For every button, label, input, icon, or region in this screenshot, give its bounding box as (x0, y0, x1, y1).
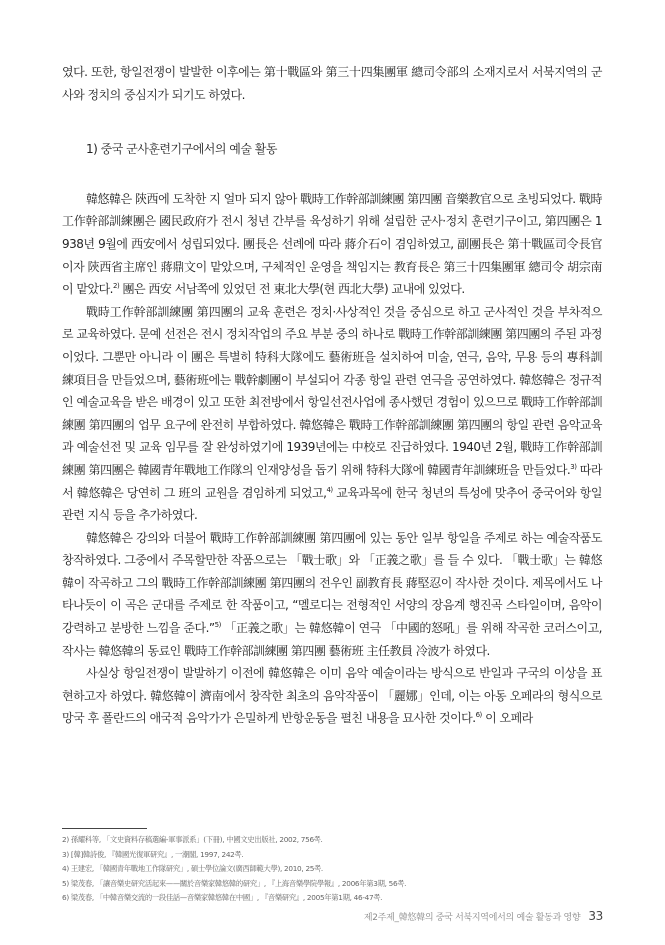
footnote-ref-2[interactable]: 2) (113, 282, 120, 291)
section-heading (86, 138, 602, 161)
paragraph-text: 韓悠韓은 강의와 더불어 戰時工作幹部訓練團 第四團에 있는 동안 일부 항일을 주제로 하는 예술작품도 창작하였다. 그중에서 주목할만한 작품으로는 「戰士歌」와 「正義之歌」를 들 수 있다. 「戰士歌」는 韓悠韓이 작곡하고 그의 戰時工作幹部訓練團 第四團의 전우인 副教育長 蔣堅忍이 작사한 것이다. 제목에서도 나타나듯이 이 곡은 군대를 주제로 한 작품이고, “멜로디는 전형적인 서양의 장음계 행진곡 스타일이며, 음악이 강력하고 분방한 느낌을 준다.” (62, 530, 602, 636)
paragraph-text: 교육과목에 한국 청년의 특성에 맞추어 중국어와 항일 관련 지식 등을 추가하였다. (62, 485, 602, 523)
footnote-6: 6) 梁茂春, 「中韓音樂交流的一段佳話—音樂家韓悠韓在中國」, 『音樂研究』, 2005年第1期, 46-47쪽. (62, 893, 383, 902)
footnote-divider (62, 828, 147, 829)
paragraph-text: 團은 西安 서남쪽에 있었던 전 東北大學(현 西北大學) 교내에 있었다. (119, 282, 465, 297)
paragraph-text: 戰時工作幹部訓練團 第四團의 교육 훈련은 정치·사상적인 것을 중심으로 하고 군사적인 것을 부차적으로 교육하였다. 문예 선전은 전시 정치작업의 주요 부분 중의 하나로 戰時工作幹部訓練團 第四團의 주된 과정이었다. 그뿐만 아니라 이 團은 특별히 特科大隊에도 藝術班을 설치하여 미술, 연극, 음악, 무용 등의 專科訓練項目을 만들었으며, 藝術班에는 戰幹劇團이 부설되어 각종 항일 관련 연극을 공연하였다. 韓悠韓은 정규적인 예술교육을 받은 배경이 있고 또한 최전방에서 항일선전사업에 종사했던 경험이 있으므로 戰時工作幹部訓練團 第四團의 업무 요구에 완전히 부합하였다. 韓悠韓은 戰時工作幹部訓練團 第四團의 항일 관련 음악교육과 예술선전 및 교육 임무를 잘 완성하였기에 1939년에는 中校로 진급하였다. 1940년 2월, 戰時工作幹部訓練團 第四團은 韓國青年戰地工作隊의 인재양성을 돕기 위해 特科大隊에 韓國青年訓練班을 만들었다. (62, 304, 602, 477)
footnote-ref-4[interactable]: 4) (326, 485, 333, 494)
page-footer (364, 909, 603, 923)
paragraph-opera (62, 662, 602, 730)
paragraph-training (62, 301, 602, 527)
footnotes (62, 833, 622, 906)
footnote-ref-3[interactable]: 3) (570, 462, 577, 471)
footnote-ref-6[interactable]: 6) (475, 711, 482, 720)
main-text (62, 61, 602, 730)
running-title: 제2주제_韓悠韓의 중국 서북지역에서의 예술 활동과 영향 (363, 913, 581, 923)
footnote-ref-5[interactable]: 5) (214, 621, 221, 630)
section-title: 중국 군사훈련기구에서의 예술 활동 (100, 142, 277, 157)
page-number: 33 (588, 909, 603, 923)
paragraph-text: 이 오페라 (481, 711, 533, 726)
paragraph-text: 韓悠韓은 陝西에 도착한 지 얼마 되지 않아 戰時工作幹部訓練團 第四團 音樂教官으로 초빙되었다. 戰時工作幹部訓練團은 國民政府가 전시 청년 간부를 육성하기 위해 설립한 군사·정치 훈련기구이고, 第四團은 1938년 9월에 西安에서 성립되었다. 團長은 선례에 따라 蔣介石이 겸임하였고, 副團長은 第十戰區司令長官이자 陝西省主席인 蔣鼎文이 맡았으며, 구체적인 운영을 책임지는 教育長은 第三十四集團軍 總司令 胡宗南이 맡았다. (62, 191, 602, 297)
paragraph-text: 따라서 韓悠韓은 당연히 그 班의 교원을 겸임하게 되었고, (62, 462, 602, 500)
paragraph-continuation: 였다. 또한, 항일전쟁이 발발한 이후에는 第十戰區와 第三十四集團軍 總司令部의 소재지로서 서북지역의 군사와 정치의 중심지가 되기도 하였다. (62, 65, 602, 102)
paragraph-appointment (62, 188, 602, 301)
footnote-5: 5) 梁茂春, 「讓音樂史研究活起來——關於音樂家韓悠韓的研究」, 『上海音樂學院學報』, 2006年第3期, 56쪽. (62, 878, 407, 888)
paragraph-compositions (62, 527, 602, 663)
section-number: 1) (86, 142, 98, 157)
footnote-3: 3) [韓]韓詩俊, 『韓國光復軍研究』, 一潮閣, 1997, 242쪽. (62, 849, 244, 859)
footnote-2: 2) 孫耀科等, 「文史資料存稿選編-軍事派系」(下冊), 中國文史出版社, 2002, 756쪽. (62, 835, 323, 844)
footnote-4: 4) 王建宏, 「韓國青年戰地工作隊研究」, 碩士學位論文(廣西師範大學), 2010, 25쪽. (62, 864, 323, 873)
paragraph-text: 사실상 항일전쟁이 발발하기 이전에 韓悠韓은 이미 음악 예술이라는 방식으로 반일과 구국의 이상을 표현하고자 하였다. 韓悠韓이 濟南에서 창작한 최초의 음악작품이 「麗娜」인데, 이는 아동 오페라의 형식으로 망국 후 폴란드의 애국적 음악가가 은밀하게 반항운동을 펼친 내용을 묘사한 것이다. (62, 666, 602, 726)
paragraph-text: 「正義之歌」는 韓悠韓이 연극 「中國的怒吼」를 위해 작곡한 코러스이고, 작사는 韓悠韓의 동료인 戰時工作幹部訓練團 第四團 藝術班 主任教員 冷波가 하였다. (62, 621, 602, 658)
